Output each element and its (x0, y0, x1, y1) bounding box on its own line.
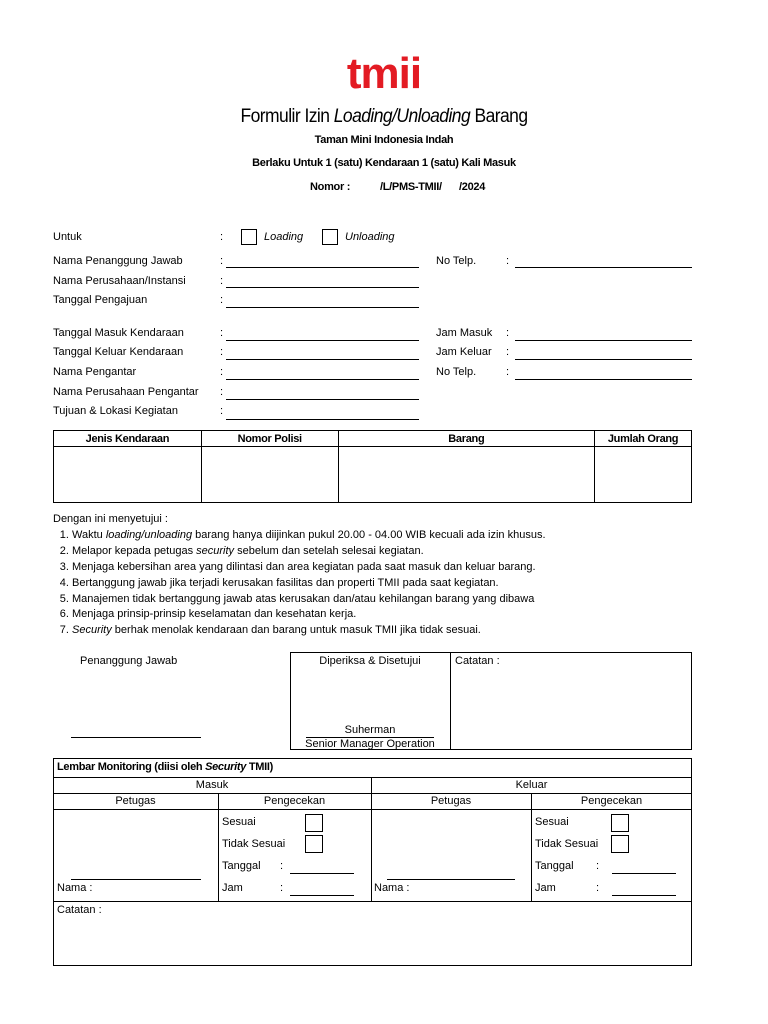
colon: : (220, 386, 224, 398)
rule-5: 5. Manajemen tidak bertanggung jawab atas kerusakan dan/atau kehilangan barang yang dibawa (72, 592, 546, 608)
colon: : (220, 294, 224, 306)
jumlah-orang-cell[interactable] (595, 447, 692, 503)
nomor-code: /L/PMS-TMII/ (380, 181, 442, 193)
organization-name: Taman Mini Indonesia Indah (314, 134, 454, 146)
tidak-sesuai-keluar-label: Tidak Sesuai (535, 838, 599, 850)
penanggung-jawab-field[interactable] (226, 267, 419, 268)
tanggal-masuk-label: Tanggal Masuk Kendaraan (53, 327, 184, 339)
rule-7: 7. Security berhak menolak kendaraan dan barang untuk masuk TMII jika tidak sesuai. (72, 623, 546, 639)
colon: : (220, 327, 224, 339)
jam-masuk-label: Jam Masuk (436, 327, 493, 339)
sesuai-keluar-label: Sesuai (535, 816, 569, 828)
petugas-masuk-header: Petugas (115, 795, 156, 807)
header-barang: Barang (338, 431, 595, 447)
jenis-kendaraan-cell[interactable] (54, 447, 202, 503)
tanggal-keluar-mon-field[interactable] (612, 873, 676, 874)
jam-keluar-mon-field[interactable] (612, 895, 676, 896)
header-nomor-polisi: Nomor Polisi (201, 431, 338, 447)
no-telp-pengantar-label: No Telp. (436, 366, 477, 378)
tujuan-label: Tujuan & Lokasi Kegiatan (53, 405, 178, 417)
signer-name: Suherman (344, 724, 396, 736)
header-jumlah-orang: Jumlah Orang (595, 431, 692, 447)
perusahaan-pengantar-field[interactable] (226, 399, 419, 400)
pengecekan-keluar-header: Pengecekan (580, 795, 643, 807)
untuk-label: Untuk (53, 231, 82, 243)
perusahaan-label: Nama Perusahaan/Instansi (53, 275, 186, 287)
nomor-year: /2024 (459, 181, 486, 193)
tanggal-pengajuan-label: Tanggal Pengajuan (53, 294, 148, 306)
agreement-section (53, 512, 546, 639)
perusahaan-pengantar-label: Nama Perusahaan Pengantar (53, 386, 199, 398)
diperiksa-label: Diperiksa & Disetujui (319, 655, 421, 667)
tidak-sesuai-masuk-label: Tidak Sesuai (222, 838, 286, 850)
catatan-label: Catatan : (455, 655, 500, 667)
colon: : (506, 255, 510, 267)
approval-divider (450, 652, 451, 750)
colon: : (220, 275, 224, 287)
jam-keluar-mon-label: Jam (535, 882, 556, 894)
colon: : (220, 346, 224, 358)
rule-6: 6. Menjaga prinsip-prinsip keselamatan dan kesehatan kerja. (72, 607, 546, 623)
colon: : (220, 231, 224, 243)
header-jenis-kendaraan: Jenis Kendaraan (54, 431, 202, 447)
petugas-keluar-signature-line[interactable] (387, 879, 515, 880)
barang-cell[interactable] (338, 447, 595, 503)
tanggal-masuk-mon-field[interactable] (290, 873, 354, 874)
tanggal-keluar-field[interactable] (226, 359, 419, 360)
monitoring-vline-left (218, 793, 219, 901)
unloading-label: Unloading (345, 231, 395, 243)
nama-masuk-label: Nama : (57, 882, 93, 894)
pengecekan-masuk-header: Pengecekan (263, 795, 326, 807)
penanggung-jawab-signature-line[interactable] (71, 737, 201, 738)
loading-checkbox[interactable] (241, 229, 257, 245)
pengantar-field[interactable] (226, 379, 419, 380)
monitoring-rule-4 (53, 901, 692, 902)
colon: : (596, 882, 600, 894)
monitoring-vline-right (531, 793, 532, 901)
keluar-header: Keluar (515, 779, 548, 791)
rule-4: 4. Bertanggung jawab jika terjadi kerusakan fasilitas dan properti TMII pada saat kegiatan. (72, 576, 546, 592)
tanggal-keluar-mon-label: Tanggal (535, 860, 574, 872)
petugas-masuk-signature-line[interactable] (71, 879, 201, 880)
colon: : (220, 405, 224, 417)
jam-masuk-field[interactable] (515, 340, 692, 341)
colon: : (220, 255, 224, 267)
agreement-intro: Dengan ini menyetujui : (53, 513, 168, 525)
tidak-sesuai-masuk-checkbox[interactable] (305, 835, 323, 853)
colon: : (596, 860, 600, 872)
no-telp-label: No Telp. (436, 255, 477, 267)
jam-keluar-field[interactable] (515, 359, 692, 360)
no-telp-pengantar-field[interactable] (515, 379, 692, 380)
sesuai-masuk-checkbox[interactable] (305, 814, 323, 832)
colon: : (220, 366, 224, 378)
pengantar-label: Nama Pengantar (53, 366, 137, 378)
monitoring-rule-3 (53, 809, 692, 810)
tanggal-pengajuan-field[interactable] (226, 307, 419, 308)
signer-position: Senior Manager Operation (305, 738, 435, 750)
validity-note: Berlaku Untuk 1 (satu) Kendaraan 1 (satu) Kali Masuk (252, 157, 516, 169)
colon: : (280, 882, 284, 894)
jam-keluar-label: Jam Keluar (436, 346, 492, 358)
tanggal-masuk-field[interactable] (226, 340, 419, 341)
nomor-polisi-cell[interactable] (201, 447, 338, 503)
nama-keluar-label: Nama : (374, 882, 410, 894)
unloading-checkbox[interactable] (322, 229, 338, 245)
rule-3: 3. Menjaga kebersihan area yang dilintasi dan area kegiatan pada saat masuk dan keluar barang. (72, 560, 546, 576)
tanggal-keluar-label: Tanggal Keluar Kendaraan (53, 346, 184, 358)
colon: : (506, 346, 510, 358)
masuk-header: Masuk (195, 779, 229, 791)
penanggung-jawab-label: Nama Penanggung Jawab (53, 255, 183, 267)
rule-1: 1. Waktu loading/unloading barang hanya diijinkan pukul 20.00 - 04.00 WIB kecuali ada izin khusus. (72, 528, 546, 544)
agreement-list (53, 528, 546, 639)
nomor-label: Nomor : (310, 181, 351, 193)
tujuan-field[interactable] (226, 419, 419, 420)
monitoring-title: Lembar Monitoring (diisi oleh Security TMII) (57, 761, 273, 773)
perusahaan-field[interactable] (226, 287, 419, 288)
monitoring-rule-2 (53, 793, 692, 794)
tanggal-masuk-mon-label: Tanggal (222, 860, 261, 872)
sesuai-masuk-label: Sesuai (222, 816, 256, 828)
colon: : (506, 327, 510, 339)
sesuai-keluar-checkbox[interactable] (611, 814, 629, 832)
tmii-logo: tmii (346, 49, 422, 98)
no-telp-field[interactable] (515, 267, 692, 268)
tidak-sesuai-keluar-checkbox[interactable] (611, 835, 629, 853)
penanggung-jawab-sign-label: Penanggung Jawab (80, 655, 178, 667)
colon: : (280, 860, 284, 872)
monitoring-vline-mid (371, 777, 372, 901)
jam-masuk-mon-label: Jam (222, 882, 243, 894)
petugas-keluar-header: Petugas (430, 795, 472, 807)
monitoring-rule-1 (53, 777, 692, 778)
form-title: Formulir Izin Loading/Unloading Barang (240, 106, 528, 127)
vehicle-table (53, 430, 692, 503)
monitoring-catatan-label: Catatan : (57, 904, 102, 916)
jam-masuk-mon-field[interactable] (290, 895, 354, 896)
rule-2: 2. Melapor kepada petugas security sebelum dan setelah selesai kegiatan. (72, 544, 546, 560)
loading-label: Loading (264, 231, 304, 243)
colon: : (506, 366, 510, 378)
